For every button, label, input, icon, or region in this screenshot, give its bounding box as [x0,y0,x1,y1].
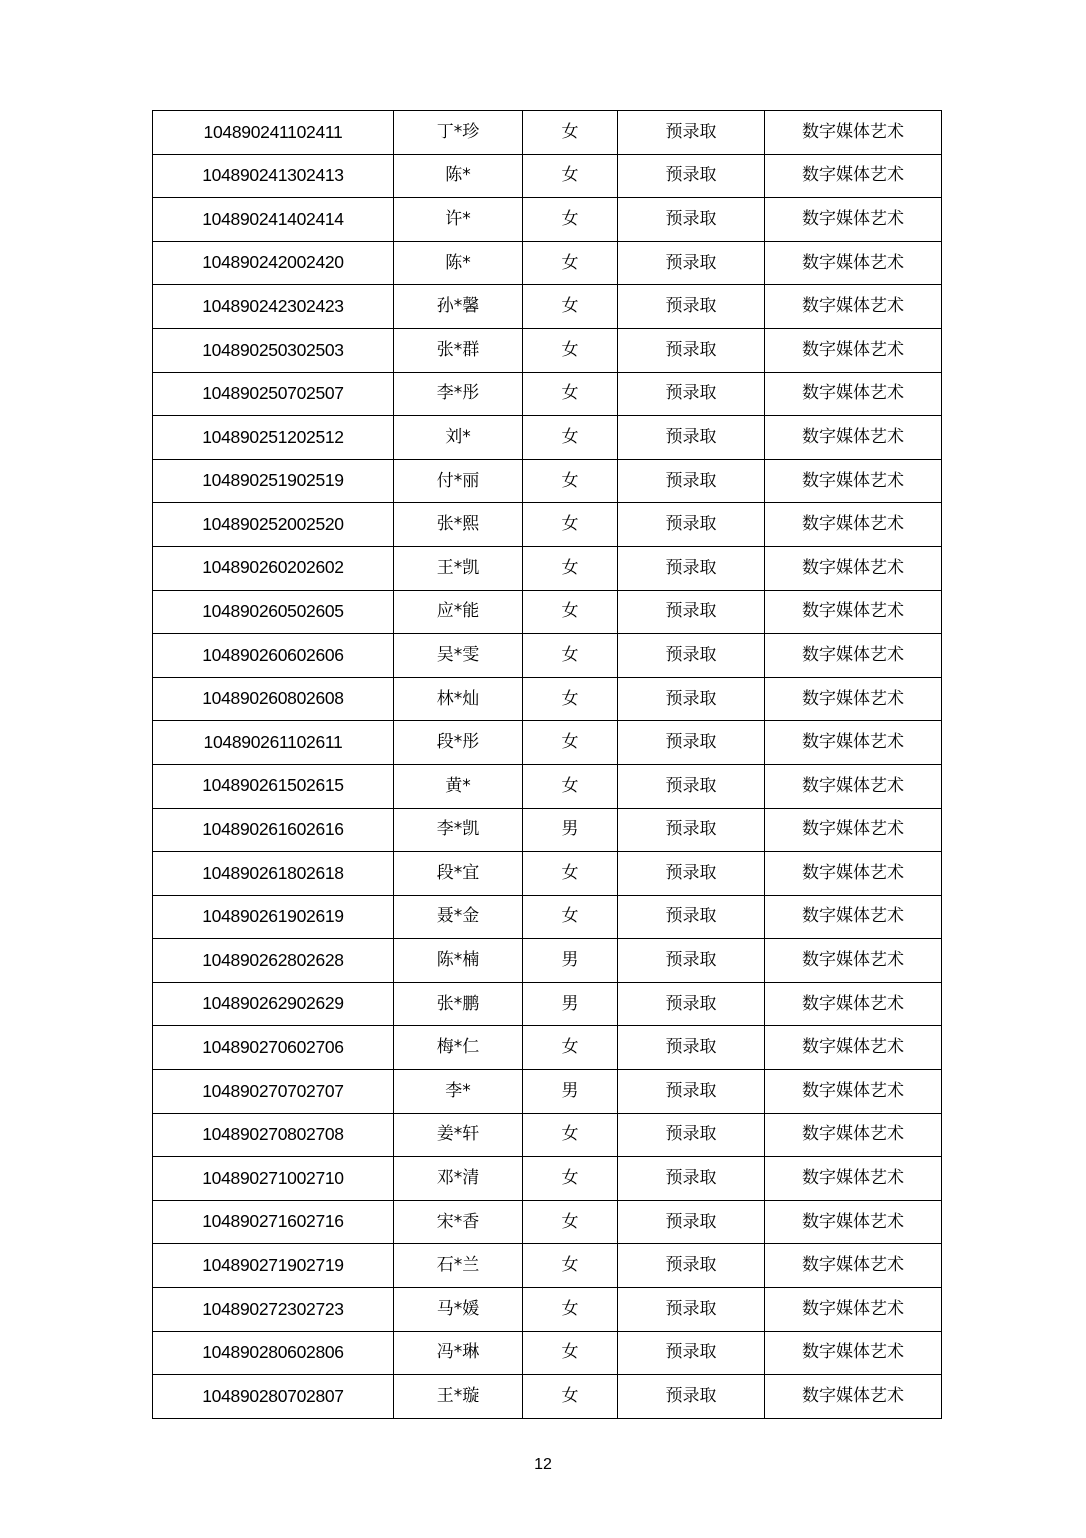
admission-status-cell: 预录取 [618,285,765,329]
major-cell: 数字媒体艺术 [765,503,942,547]
student-id-cell: 104890262802628 [153,939,394,983]
table-row [153,895,942,939]
admission-status-cell: 预录取 [618,546,765,590]
gender-cell: 女 [523,1375,618,1419]
table-row [153,1200,942,1244]
student-id-cell: 104890270602706 [153,1026,394,1070]
student-name-cell: 孙*馨 [394,285,523,329]
admission-status-cell: 预录取 [618,111,765,155]
admission-status-cell: 预录取 [618,852,765,896]
student-name-cell: 姜*轩 [394,1113,523,1157]
student-id-cell: 104890280602806 [153,1331,394,1375]
table-row [153,546,942,590]
admission-status-cell: 预录取 [618,154,765,198]
table-row [153,590,942,634]
gender-cell: 男 [523,1070,618,1114]
admission-status-cell: 预录取 [618,1157,765,1201]
gender-cell: 女 [523,721,618,765]
major-cell: 数字媒体艺术 [765,895,942,939]
gender-cell: 女 [523,1200,618,1244]
student-id-cell: 104890260502605 [153,590,394,634]
gender-cell: 女 [523,1331,618,1375]
major-cell: 数字媒体艺术 [765,1157,942,1201]
gender-cell: 女 [523,328,618,372]
page-number: 12 [534,1456,552,1473]
gender-cell: 女 [523,111,618,155]
admission-status-cell: 预录取 [618,1244,765,1288]
student-id-cell: 104890260202602 [153,546,394,590]
major-cell: 数字媒体艺术 [765,111,942,155]
table-row [153,328,942,372]
table-row [153,241,942,285]
student-id-cell: 104890241402414 [153,198,394,242]
student-id-cell: 104890260802608 [153,677,394,721]
admission-status-cell: 预录取 [618,677,765,721]
major-cell: 数字媒体艺术 [765,852,942,896]
major-cell: 数字媒体艺术 [765,1200,942,1244]
student-name-cell: 李*凯 [394,808,523,852]
gender-cell: 女 [523,503,618,547]
student-name-cell: 马*媛 [394,1288,523,1332]
table-row [153,982,942,1026]
student-id-cell: 104890252002520 [153,503,394,547]
student-id-cell: 104890261102611 [153,721,394,765]
major-cell: 数字媒体艺术 [765,982,942,1026]
table-row [153,1026,942,1070]
table-row [153,939,942,983]
major-cell: 数字媒体艺术 [765,285,942,329]
gender-cell: 女 [523,198,618,242]
major-cell: 数字媒体艺术 [765,546,942,590]
student-id-cell: 104890250702507 [153,372,394,416]
student-id-cell: 104890251202512 [153,416,394,460]
student-id-cell: 104890271602716 [153,1200,394,1244]
student-id-cell: 104890262902629 [153,982,394,1026]
student-name-cell: 段*彤 [394,721,523,765]
major-cell: 数字媒体艺术 [765,154,942,198]
major-cell: 数字媒体艺术 [765,241,942,285]
admission-status-cell: 预录取 [618,590,765,634]
admission-status-cell: 预录取 [618,1331,765,1375]
table-row [153,677,942,721]
student-name-cell: 林*灿 [394,677,523,721]
admission-status-cell: 预录取 [618,1200,765,1244]
major-cell: 数字媒体艺术 [765,1026,942,1070]
table-row [153,852,942,896]
gender-cell: 女 [523,677,618,721]
student-name-cell: 石*兰 [394,1244,523,1288]
student-name-cell: 李* [394,1070,523,1114]
admission-table [152,110,942,1419]
student-id-cell: 104890270702707 [153,1070,394,1114]
major-cell: 数字媒体艺术 [765,1375,942,1419]
student-name-cell: 陈* [394,154,523,198]
admission-status-cell: 预录取 [618,1113,765,1157]
table-row [153,285,942,329]
student-id-cell: 104890251902519 [153,459,394,503]
table-row [153,1288,942,1332]
student-id-cell: 104890261802618 [153,852,394,896]
major-cell: 数字媒体艺术 [765,1288,942,1332]
gender-cell: 女 [523,416,618,460]
table-row [153,111,942,155]
gender-cell: 女 [523,852,618,896]
student-id-cell: 104890260602606 [153,634,394,678]
gender-cell: 男 [523,808,618,852]
major-cell: 数字媒体艺术 [765,198,942,242]
admission-status-cell: 预录取 [618,634,765,678]
gender-cell: 女 [523,1113,618,1157]
table-row [153,1244,942,1288]
student-id-cell: 104890242002420 [153,241,394,285]
student-id-cell: 104890241302413 [153,154,394,198]
gender-cell: 女 [523,1026,618,1070]
student-name-cell: 宋*香 [394,1200,523,1244]
admission-status-cell: 预录取 [618,416,765,460]
student-name-cell: 聂*金 [394,895,523,939]
table-row [153,1331,942,1375]
gender-cell: 女 [523,590,618,634]
gender-cell: 女 [523,1244,618,1288]
gender-cell: 女 [523,285,618,329]
student-name-cell: 张*熙 [394,503,523,547]
table-row [153,721,942,765]
student-name-cell: 刘* [394,416,523,460]
student-name-cell: 张*鹏 [394,982,523,1026]
major-cell: 数字媒体艺术 [765,416,942,460]
table-body [153,111,942,1419]
gender-cell: 女 [523,241,618,285]
admission-status-cell: 预录取 [618,1070,765,1114]
admission-status-cell: 预录取 [618,721,765,765]
admission-status-cell: 预录取 [618,459,765,503]
admission-status-cell: 预录取 [618,372,765,416]
major-cell: 数字媒体艺术 [765,634,942,678]
admission-status-cell: 预录取 [618,982,765,1026]
student-id-cell: 104890271902719 [153,1244,394,1288]
major-cell: 数字媒体艺术 [765,1113,942,1157]
gender-cell: 女 [523,764,618,808]
admission-status-cell: 预录取 [618,895,765,939]
gender-cell: 女 [523,634,618,678]
major-cell: 数字媒体艺术 [765,721,942,765]
major-cell: 数字媒体艺术 [765,328,942,372]
student-id-cell: 104890280702807 [153,1375,394,1419]
student-name-cell: 付*丽 [394,459,523,503]
student-id-cell: 104890270802708 [153,1113,394,1157]
student-name-cell: 应*能 [394,590,523,634]
admission-status-cell: 预录取 [618,764,765,808]
student-id-cell: 104890250302503 [153,328,394,372]
major-cell: 数字媒体艺术 [765,372,942,416]
major-cell: 数字媒体艺术 [765,808,942,852]
gender-cell: 男 [523,982,618,1026]
student-name-cell: 陈*楠 [394,939,523,983]
student-name-cell: 丁*珍 [394,111,523,155]
table-row [153,764,942,808]
table-row [153,1375,942,1419]
major-cell: 数字媒体艺术 [765,459,942,503]
student-name-cell: 冯*琳 [394,1331,523,1375]
admission-status-cell: 预录取 [618,198,765,242]
student-id-cell: 104890261502615 [153,764,394,808]
table-row [153,808,942,852]
student-name-cell: 王*璇 [394,1375,523,1419]
table-row [153,154,942,198]
gender-cell: 女 [523,1288,618,1332]
student-name-cell: 李*彤 [394,372,523,416]
gender-cell: 女 [523,1157,618,1201]
gender-cell: 女 [523,895,618,939]
table-row [153,1070,942,1114]
student-name-cell: 梅*仁 [394,1026,523,1070]
admission-status-cell: 预录取 [618,1026,765,1070]
table-row [153,416,942,460]
gender-cell: 女 [523,546,618,590]
student-name-cell: 吴*雯 [394,634,523,678]
student-id-cell: 104890242302423 [153,285,394,329]
major-cell: 数字媒体艺术 [765,590,942,634]
admission-status-cell: 预录取 [618,503,765,547]
major-cell: 数字媒体艺术 [765,939,942,983]
major-cell: 数字媒体艺术 [765,677,942,721]
admission-status-cell: 预录取 [618,328,765,372]
major-cell: 数字媒体艺术 [765,1244,942,1288]
admission-status-cell: 预录取 [618,241,765,285]
gender-cell: 女 [523,372,618,416]
student-name-cell: 段*宜 [394,852,523,896]
table-row [153,634,942,678]
student-name-cell: 张*群 [394,328,523,372]
table-row [153,459,942,503]
major-cell: 数字媒体艺术 [765,1070,942,1114]
student-name-cell: 陈* [394,241,523,285]
major-cell: 数字媒体艺术 [765,764,942,808]
table-row [153,1113,942,1157]
gender-cell: 女 [523,459,618,503]
student-id-cell: 104890261602616 [153,808,394,852]
student-name-cell: 许* [394,198,523,242]
admission-status-cell: 预录取 [618,1288,765,1332]
student-name-cell: 王*凯 [394,546,523,590]
table-row [153,503,942,547]
table-row [153,372,942,416]
student-id-cell: 104890261902619 [153,895,394,939]
student-id-cell: 104890241102411 [153,111,394,155]
student-id-cell: 104890271002710 [153,1157,394,1201]
major-cell: 数字媒体艺术 [765,1331,942,1375]
admission-status-cell: 预录取 [618,808,765,852]
admission-status-cell: 预录取 [618,1375,765,1419]
admission-status-cell: 预录取 [618,939,765,983]
gender-cell: 女 [523,154,618,198]
student-name-cell: 邓*清 [394,1157,523,1201]
table-row [153,198,942,242]
gender-cell: 男 [523,939,618,983]
student-name-cell: 黄* [394,764,523,808]
student-id-cell: 104890272302723 [153,1288,394,1332]
table-row [153,1157,942,1201]
